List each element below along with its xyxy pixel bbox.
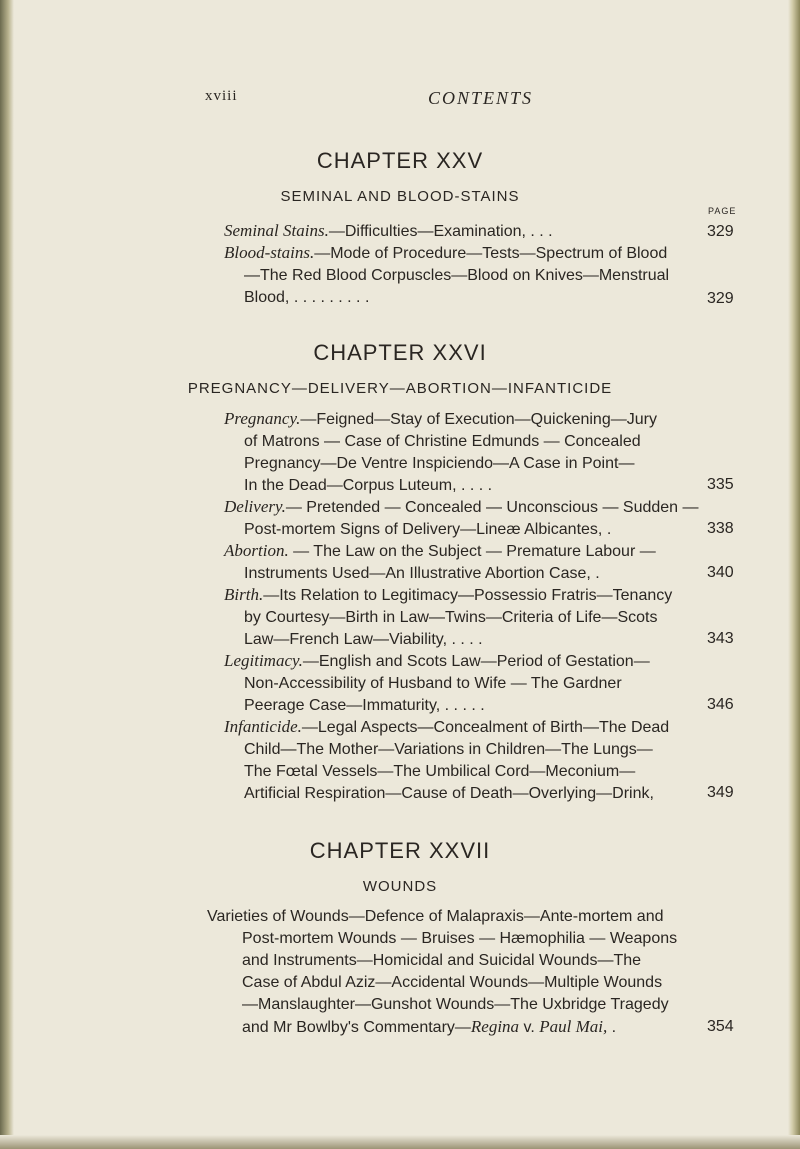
page-number: 338 [707,520,734,537]
chapter-heading: CHAPTER XXVII [309,838,491,863]
entry-text: —Feigned—Stay of Execution—Quickening—Jury [300,411,657,428]
page-number: 354 [707,1018,734,1035]
page-number: 346 [707,696,734,713]
toc-entry [224,220,670,243]
entry-text: . [607,1019,617,1036]
toc-entry [207,906,678,1039]
chapter-subtitle: SEMINAL AND BLOOD-STAINS [280,188,520,205]
folio: xviii [205,88,238,104]
entry-text: — Pretended — Concealed — Unconscious — Sudden — [285,499,699,516]
page-number: 349 [707,784,734,801]
page-number: 340 [707,564,734,581]
entry-text: by Courtesy—Birth in Law—Twins—Criteria of Life—Scots [244,609,658,626]
entry-text: and Instruments—Homicidal and Suicidal Wounds—The [242,952,642,969]
entry-text: Artificial Respiration—Cause of Death—Overlying—Drink, [244,785,654,802]
chapter-subtitle: PREGNANCY—DELIVERY—ABORTION—INFANTICIDE [187,380,613,397]
entry-text: —The Red Blood Corpuscles—Blood on Knives—Menstrual [244,267,670,284]
toc-entry [224,540,670,585]
entry-text: Post-mortem Wounds — Bruises — Hæmophilia — Weapons [242,930,678,947]
page-column-label: PAGE [708,206,737,216]
entry-text: — The Law on the Subject — Premature Labour — [288,543,656,560]
entry-lead: Seminal Stains. [224,221,329,240]
toc-entry [224,584,673,651]
entry-text: —Manslaughter—Gunshot Wounds—The Uxbridge Tragedy [242,996,669,1013]
chapter-heading: CHAPTER XXVI [313,340,487,365]
chapter-heading: CHAPTER XXV [316,148,484,173]
running-head [0,88,800,112]
entry-text: Non-Accessibility of Husband to Wife — The Gardner [244,675,622,692]
toc-entry [224,242,670,309]
page-edge-shadow [0,1135,800,1149]
entry-text: —Legal Aspects—Concealment of Birth—The Dead [301,719,670,736]
case-name: Paul Mai, [539,1017,608,1036]
entry-text: of Matrons — Case of Christine Edmunds — Concealed [244,433,641,450]
entry-lead: Birth. [224,585,264,604]
entry-text: Peerage Case—Immaturity, . . . . . [244,697,485,714]
page-number: 343 [707,630,734,647]
entry-text: —Its Relation to Legitimacy—Possessio Fratris—Tenancy [263,587,673,604]
entry-text: —Difficulties—Examination, . . . [328,223,553,240]
toc-entry [224,408,670,497]
entry-lead: Blood-stains. [224,243,315,262]
toc-entry [224,496,699,541]
entry-text: —Mode of Procedure—Tests—Spectrum of Blood [314,245,668,262]
entry-lead: Pregnancy. [224,409,301,428]
running-title: CONTENTS [428,88,534,108]
page-number: 335 [707,476,734,493]
page-number: 329 [707,290,734,307]
entry-text: Post-mortem Signs of Delivery—Lineæ Albicantes, . [244,521,612,538]
chapter-subtitle: WOUNDS [362,878,438,895]
entry-text: Child—The Mother—Variations in Children—The Lungs— [244,741,653,758]
entry-text: —English and Scots Law—Period of Gestation— [302,653,650,670]
entry-text: v. [519,1019,540,1036]
page-number: 329 [707,223,734,240]
entry-text: and Mr Bowlby's Commentary— [242,1019,471,1036]
entry-text: In the Dead—Corpus Luteum, . . . . [244,477,493,494]
entry-lead: Infanticide. [224,717,302,736]
toc-entry [224,650,670,717]
entry-text: The Fœtal Vessels—The Umbilical Cord—Meconium— [244,763,636,780]
entry-text: Varieties of Wounds—Defence of Malapraxis—Ante-mortem and [207,908,664,925]
entry-text: Case of Abdul Aziz—Accidental Wounds—Multiple Wounds [242,974,663,991]
entry-lead: Delivery. [224,497,286,516]
entry-text: Pregnancy—De Ventre Inspiciendo—A Case in Point— [244,455,635,472]
entry-lead: Legitimacy. [224,651,303,670]
case-name: Regina [470,1017,520,1036]
entry-text: Blood, . . . . . . . . . [244,289,370,306]
toc-entry [224,716,670,805]
entry-lead: Abortion. [224,541,289,560]
entry-text: Instruments Used—An Illustrative Abortion Case, . [244,565,600,582]
entry-text: Law—French Law—Viability, . . . . [244,631,483,648]
